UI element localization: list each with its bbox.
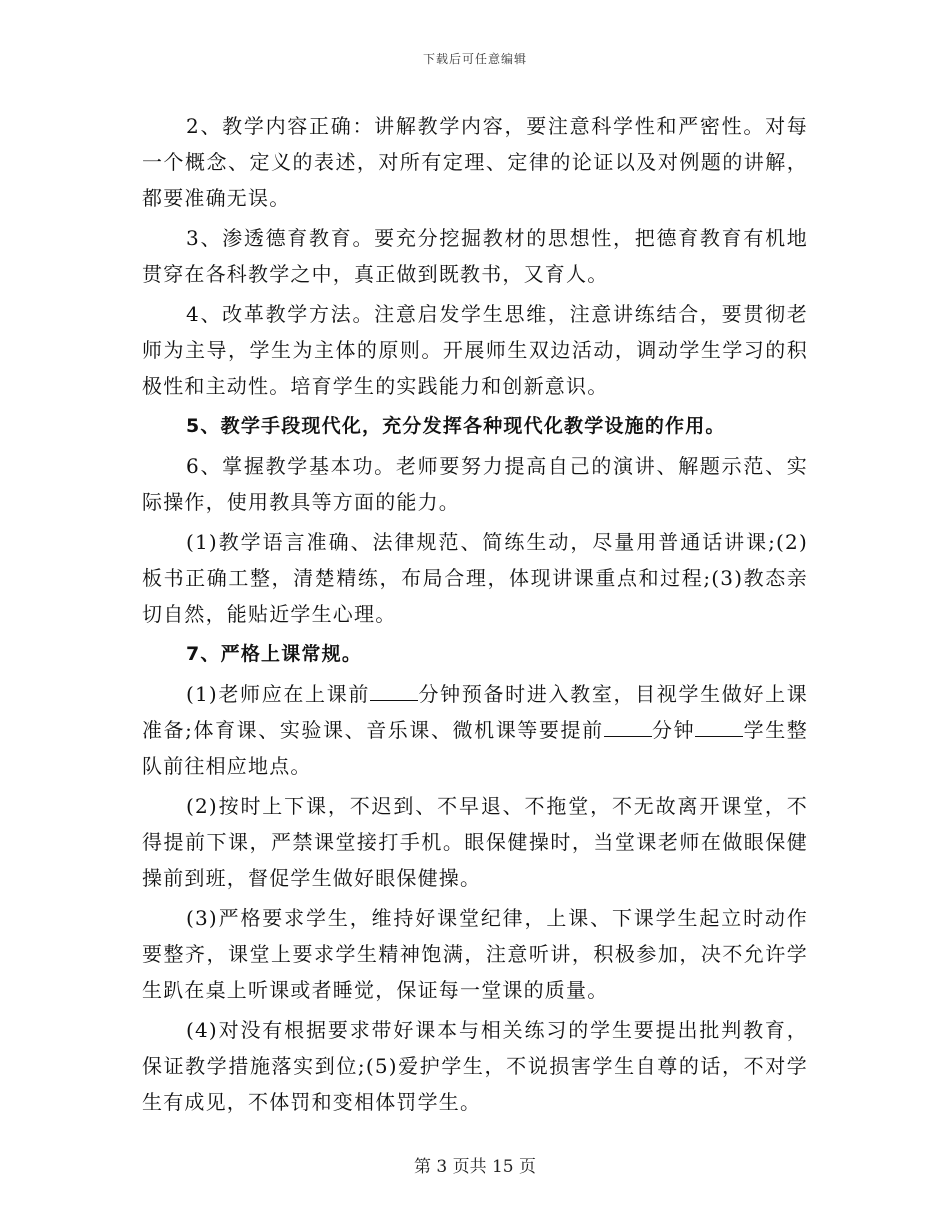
- page-header: 下载后可任意编辑: [422, 52, 527, 66]
- paragraph-rule-4: (4)对没有根据要求带好课本与相关练习的学生要提出批判教育，保证教学措施落实到位;(5)爱护学生，不说损害学生自尊的话，不对学生有成见，不体罚和变相体罚学生。: [142, 1018, 808, 1114]
- fill-in-blank: [695, 718, 743, 737]
- paragraph-rule-1: [142, 676, 808, 784]
- document-body: [142, 108, 808, 1124]
- paragraph-moral-education: 3、渗透德育教育。要充分挖掘教材的思想性，把德育教育有机地贯穿在各科教学之中，真正做到既教书，又育人。: [142, 226, 808, 286]
- paragraph-teaching-method: 4、改革教学方法。注意启发学生思维，注意讲练结合，要贯彻老师为主导，学生为主体的原则。开展师生双边活动，调动学生学习的积极性和主动性。培育学生的实践能力和创新意识。: [142, 302, 808, 398]
- heading-class-rules: 7、严格上课常规。: [186, 643, 363, 665]
- paragraph-rule-3: (3)严格要求学生，维持好课堂纪律，上课、下课学生起立时动作要整齐，课堂上要求学生精神饱满，注意听讲，积极参加，决不允许学生趴在桌上听课或者睡觉，保证每一堂课的质量。: [142, 906, 808, 1002]
- rule-1-text-a: (1)老师应在上课前: [186, 682, 371, 706]
- paragraph-teaching-content: 2、教学内容正确：讲解教学内容，要注意科学性和严密性。对每一个概念、定义的表述，对所有定理、定律的论证以及对例题的讲解，都要准确无误。: [142, 114, 808, 210]
- heading-modern-teaching: 5、教学手段现代化，充分发挥各种现代化教学设施的作用。: [186, 415, 726, 437]
- rule-1-text-c: 分钟: [651, 718, 696, 742]
- fill-in-blank: [604, 718, 652, 737]
- paragraph-basic-skills: 6、掌握教学基本功。老师要努力提高自己的演讲、解题示范、实际操作，使用教具等方面的能力。: [142, 454, 808, 514]
- rule-1-text-d: 学生整队前往相应地点。: [142, 718, 808, 778]
- paragraph-language-requirements: (1)教学语言准确、法律规范、简练生动，尽量用普通话讲课;(2)板书正确工整，清楚精练，布局合理，体现讲课重点和过程;(3)教态亲切自然，能贴近学生心理。: [142, 530, 808, 626]
- fill-in-blank: [370, 682, 418, 701]
- rule-1-text-b: 分钟预备时进入教室，目视学生做好上课准备;体育课、实验课、音乐课、微机课等要提前: [142, 682, 808, 742]
- page-number: 第 3 页共 15 页: [413, 1157, 537, 1177]
- paragraph-rule-2: (2)按时上下课，不迟到、不早退、不拖堂，不无故离开课堂，不得提前下课，严禁课堂接打手机。眼保健操时，当堂课老师在做眼保健操前到班，督促学生做好眼保健操。: [142, 794, 808, 890]
